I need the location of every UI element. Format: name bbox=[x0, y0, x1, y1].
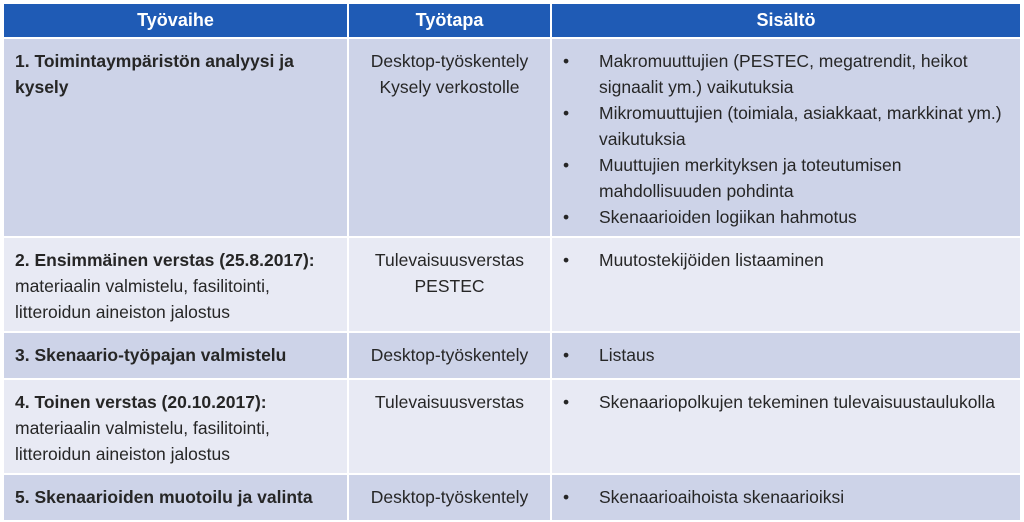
list-item-text: Mikromuuttujien (toimiala, asiakkaat, markkinat ym.) vaikutuksia bbox=[599, 103, 1002, 149]
content-bullet-list bbox=[562, 48, 1012, 230]
phase-cell bbox=[4, 380, 347, 473]
bullet-icon: • bbox=[563, 345, 570, 365]
bullet-icon: • bbox=[563, 103, 570, 123]
method-line: Tulevaisuusverstas bbox=[374, 250, 525, 270]
phase-cell bbox=[4, 333, 347, 378]
list-item-text: Muutostekijöiden listaaminen bbox=[599, 250, 824, 270]
content-cell bbox=[552, 333, 1020, 378]
list-item-text: Makromuuttujien (PESTEC, megatrendit, heikot signaalit ym.) vaikutuksia bbox=[599, 51, 968, 97]
list-item bbox=[562, 152, 1012, 204]
phase-title: 4. Toinen verstas (20.10.2017): bbox=[15, 392, 267, 412]
list-item bbox=[562, 204, 1012, 230]
list-item-text: Skenaarioaihoista skenaarioiksi bbox=[599, 487, 845, 507]
bullet-icon: • bbox=[563, 155, 570, 175]
bullet-icon: • bbox=[563, 51, 570, 71]
content-cell bbox=[552, 238, 1020, 331]
method-line: Kysely verkostolle bbox=[379, 77, 520, 97]
content-bullet-list bbox=[562, 342, 1012, 368]
bullet-icon: • bbox=[563, 250, 570, 270]
list-item-text: Listaus bbox=[599, 345, 655, 365]
method-cell bbox=[349, 333, 550, 378]
table-row bbox=[4, 475, 1020, 520]
header-phase: Työvaihe bbox=[4, 4, 347, 37]
list-item-text: Muuttujien merkityksen ja toteutumisen mahdollisuuden pohdinta bbox=[599, 155, 902, 201]
list-item bbox=[562, 48, 1012, 100]
content-bullet-list bbox=[562, 247, 1012, 273]
phase-title: 3. Skenaario-työpajan valmistelu bbox=[15, 345, 287, 365]
phase-title: 2. Ensimmäinen verstas (25.8.2017): bbox=[15, 250, 315, 270]
table-row bbox=[4, 238, 1020, 331]
header-content: Sisältö bbox=[552, 4, 1020, 37]
bullet-icon: • bbox=[563, 487, 570, 507]
content-cell bbox=[552, 380, 1020, 473]
list-item bbox=[562, 484, 1012, 510]
table-row bbox=[4, 380, 1020, 473]
list-item-text: Skenaariopolkujen tekeminen tulevaisuustaulukolla bbox=[599, 392, 995, 412]
table-row bbox=[4, 333, 1020, 378]
content-cell bbox=[552, 475, 1020, 520]
phase-cell bbox=[4, 475, 347, 520]
method-cell bbox=[349, 39, 550, 236]
content-bullet-list bbox=[562, 484, 1012, 510]
method-cell bbox=[349, 238, 550, 331]
header-row bbox=[4, 4, 1020, 37]
phase-title: 5. Skenaarioiden muotoilu ja valinta bbox=[15, 487, 313, 507]
list-item bbox=[562, 100, 1012, 152]
method-cell bbox=[349, 475, 550, 520]
method-line: Desktop-työskentely bbox=[370, 345, 529, 365]
method-line: PESTEC bbox=[414, 276, 485, 296]
method-cell bbox=[349, 380, 550, 473]
phase-cell bbox=[4, 39, 347, 236]
method-line: Desktop-työskentely bbox=[370, 51, 529, 71]
list-item-text: Skenaarioiden logiikan hahmotus bbox=[599, 207, 857, 227]
content-cell bbox=[552, 39, 1020, 236]
bullet-icon: • bbox=[563, 207, 570, 227]
table-row bbox=[4, 39, 1020, 236]
header-method: Työtapa bbox=[349, 4, 550, 37]
phase-cell bbox=[4, 238, 347, 331]
list-item bbox=[562, 247, 1012, 273]
phase-title: 1. Toimintaympäristön analyysi ja kysely bbox=[15, 51, 294, 97]
phase-detail: materiaalin valmistelu, fasilitointi, litteroidun aineiston jalostus bbox=[15, 276, 270, 322]
bullet-icon: • bbox=[563, 392, 570, 412]
process-table bbox=[2, 2, 1022, 522]
method-line: Desktop-työskentely bbox=[370, 487, 529, 507]
content-bullet-list bbox=[562, 389, 1012, 415]
phase-detail: materiaalin valmistelu, fasilitointi, litteroidun aineiston jalostus bbox=[15, 418, 270, 464]
list-item bbox=[562, 389, 1012, 415]
list-item bbox=[562, 342, 1012, 368]
method-line: Tulevaisuusverstas bbox=[374, 392, 525, 412]
